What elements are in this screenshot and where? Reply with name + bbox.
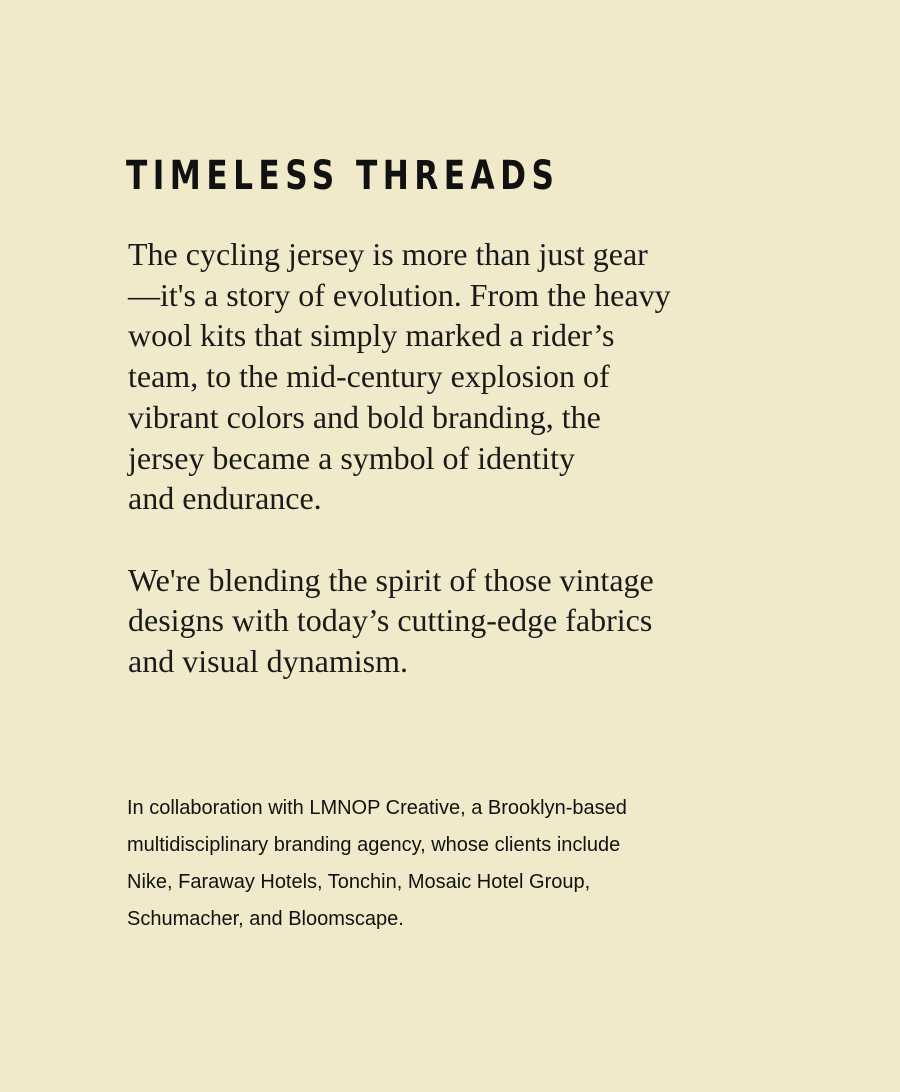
intro-line: The cycling jersey is more than just gear: [128, 236, 648, 272]
intro-line: team, to the mid-century explosion of: [128, 358, 610, 395]
credit-line: Nike, Faraway Hotels, Tonchin, Mosaic Hotel Group,: [127, 871, 591, 893]
mission-line: We're blending the spirit of those vintage: [128, 561, 654, 598]
credit-line: Schumacher, and Bloomscape.: [127, 908, 404, 930]
intro-line: jersey became a symbol of identity: [128, 439, 575, 476]
intro-line: wool kits that simply marked a rider’s: [128, 317, 615, 354]
mission-line: and visual dynamism.: [128, 643, 408, 680]
collaboration-credit: [127, 790, 787, 938]
body-copy: [128, 234, 778, 682]
intro-paragraph: [128, 234, 778, 519]
intro-line: —it's a story of evolution. From the heavy: [128, 276, 671, 313]
mission-line: designs with today’s cutting-edge fabrics: [128, 602, 653, 639]
page-title: TIMELESS THREADS: [126, 153, 560, 199]
intro-line: and endurance.: [128, 480, 322, 517]
intro-line: vibrant colors and bold branding, the: [128, 398, 601, 435]
credit-line: In collaboration with LMNOP Creative, a Brooklyn-based: [127, 797, 627, 819]
credit-line: multidisciplinary branding agency, whose clients include: [127, 834, 621, 856]
mission-paragraph: [128, 560, 778, 682]
